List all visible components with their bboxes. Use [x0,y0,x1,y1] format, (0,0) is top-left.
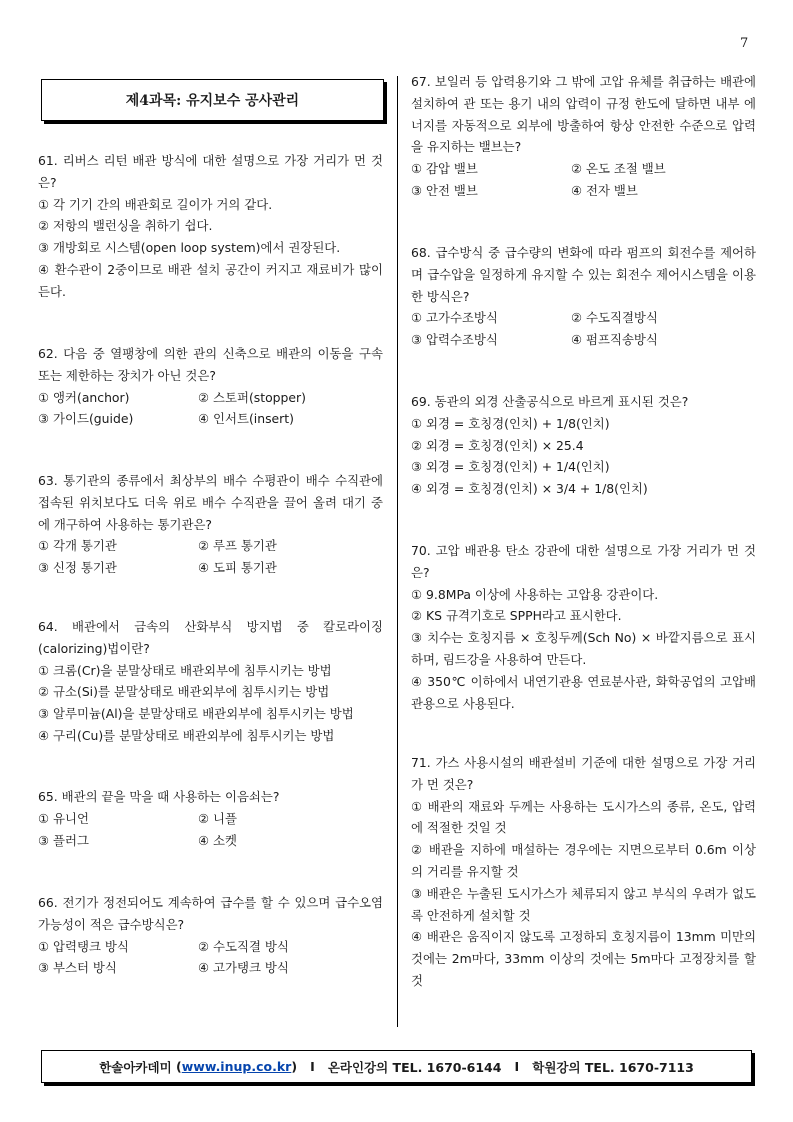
option-3: ③ 안전 밸브 [411,182,478,198]
question-stem: 63. 통기관의 종류에서 최상부의 배수 수평관이 배수 수직관에 접속된 위치보다도 더욱 위로 배수 수직관을 끌어 올려 대기 중에 개구하여 사용하는 통기관은? [38,473,383,532]
option-4: ④ 350℃ 이하에서 내연기관용 연료분사관, 화학공업의 고압배관용으로 사용된다. [411,673,756,711]
question-stem: 67. 보일러 등 압력용기와 그 밖에 고압 유체를 취급하는 배관에 설치하여 관 또는 용기 내의 압력이 규정 한도에 달하면 내부 에너지를 자동적으로 외부에 방출하여 항상 안전한 수준으로 압력을 유지하는 밸브는? [411,74,756,155]
option-3: ③ 압력수조방식 [411,332,498,348]
option-1: ① 유니언 [38,810,89,826]
option-2: ② 저항의 밸런싱을 취하기 쉽다. [38,218,213,234]
option-4: ④ 환수관이 2중이므로 배관 설치 공간이 커지고 재료비가 많이 든다. [38,261,383,299]
question-71 [411,752,756,992]
option-4: ④ 고가탱크 방식 [198,960,289,976]
option-1: ① 앵커(anchor) [38,389,130,405]
option-2: ② 수도직결 방식 [198,938,289,954]
option-1: ① 감압 밸브 [411,161,478,177]
option-4: ④ 펌프직송방식 [571,332,658,348]
question-stem: 71. 가스 사용시설의 배관설비 기준에 대한 설명으로 가장 거리가 먼 것은? [411,755,756,792]
option-1: ① 각 기기 간의 배관회로 길이가 거의 같다. [38,196,273,212]
question-64 [38,616,383,747]
option-1: ① 압력탱크 방식 [38,938,129,954]
option-2: ② KS 규격기호로 SPPH라고 표시한다. [411,608,622,624]
option-2: ② 온도 조절 밸브 [571,161,666,177]
question-66 [38,892,383,979]
footer-online-tel: 온라인강의 TEL. 1670-6144 [327,1059,502,1075]
footer-separator: I [514,1059,520,1074]
question-stem: 61. 리버스 리턴 배관 방식에 대한 설명으로 가장 거리가 먼 것은? [38,153,383,190]
question-stem: 69. 동관의 외경 산출공식으로 바르게 표시된 것은? [411,394,689,409]
option-1: ① 크롬(Cr)을 분말상태로 배관외부에 침투시키는 방법 [38,662,332,678]
option-3: ③ 신정 통기관 [38,560,117,576]
option-1: ① 9.8MPa 이상에 사용하는 고압용 강관이다. [411,586,659,602]
question-69 [411,391,756,500]
column-divider [397,76,398,1027]
option-3: ③ 배관은 누출된 도시가스가 체류되지 않고 부식의 우려가 없도록 안전하게 설치할 것 [411,885,756,923]
footer-separator: I [310,1059,315,1074]
option-1: ① 각개 통기관 [38,538,117,554]
section-header-box [41,79,384,121]
option-4: ④ 외경 = 호칭경(인치) × 3/4 + 1/8(인치) [411,481,648,497]
footer-paren-open: ( [176,1059,182,1074]
footer-website-link[interactable]: www.inup.co.kr [181,1059,292,1074]
question-67 [411,71,756,202]
question-62 [38,343,383,430]
question-70 [411,540,756,714]
option-3: ③ 플러그 [38,832,89,848]
footer-offline-tel: 학원강의 TEL. 1670-7113 [532,1059,694,1075]
option-3: ③ 치수는 호칭지름 × 호칭두께(Sch No) × 바깥지름으로 표시하며, 림드강을 사용하여 만든다. [411,630,756,667]
option-3: ③ 가이드(guide) [38,411,134,427]
question-stem: 65. 배관의 끝을 막을 때 사용하는 이음쇠는? [38,789,280,804]
option-3: ③ 외경 = 호칭경(인치) + 1/4(인치) [411,459,610,475]
question-68 [411,242,756,351]
option-2: ② 스토퍼(stopper) [198,389,306,405]
question-stem: 62. 다음 중 열팽창에 의한 관의 신축으로 배관의 이동을 구속 또는 제한하는 장치가 아닌 것은? [38,346,383,383]
option-2: ② 니플 [198,810,237,826]
option-4: ④ 배관은 움직이지 않도록 고정하되 호칭지름이 13mm 미만의 것에는 2m마다, 33mm 이상의 것에는 5m마다 고정장치를 할 것 [411,929,756,988]
footer-academy-name: 한솔아카데미 [99,1059,172,1075]
section-title: 제4과목: 유지보수 공사관리 [125,93,300,109]
option-1: ① 고가수조방식 [411,310,498,326]
question-stem: 66. 전기가 정전되어도 계속하여 급수를 할 수 있으며 급수오염 가능성이 적은 급수방식은? [38,895,383,932]
option-4: ④ 구리(Cu)를 분말상태로 배관외부에 침투시키는 방법 [38,727,335,743]
question-stem: 68. 급수방식 중 급수량의 변화에 따라 펌프의 회전수를 제어하며 급수압을 일정하게 유지할 수 있는 회전수 제어시스템을 이용한 방식은? [411,245,756,304]
question-65 [38,786,383,851]
option-3: ③ 알루미늄(Al)을 분말상태로 배관외부에 침투시키는 방법 [38,706,354,722]
option-4: ④ 인서트(insert) [198,411,294,427]
question-63 [38,470,383,579]
question-stem: 70. 고압 배관용 탄소 강관에 대한 설명으로 가장 거리가 먼 것은? [411,543,756,580]
option-2: ② 규소(Si)를 분말상태로 배관외부에 침투시키는 방법 [38,684,330,700]
option-4: ④ 소켓 [198,832,237,848]
option-2: ② 외경 = 호칭경(인치) × 25.4 [411,437,584,453]
option-2: ② 수도직결방식 [571,310,658,326]
option-3: ③ 부스터 방식 [38,960,117,976]
footer-paren-close: ) [291,1059,298,1074]
option-4: ④ 도피 통기관 [198,560,277,576]
question-61 [38,150,383,303]
option-3: ③ 개방회로 시스템(open loop system)에서 권장된다. [38,240,341,256]
footer-banner [41,1050,752,1083]
option-4: ④ 전자 밸브 [571,182,638,198]
option-1: ① 외경 = 호칭경(인치) + 1/8(인치) [411,415,610,431]
option-1: ① 배관의 재료와 두께는 사용하는 도시가스의 종류, 온도, 압력에 적절한 것일 것 [411,798,756,836]
option-2: ② 루프 통기관 [198,538,277,554]
page-number: 7 [740,36,749,51]
question-stem: 64. 배관에서 금속의 산화부식 방지법 중 칼로라이징(calorizing)법이란? [38,619,383,656]
option-2: ② 배관을 지하에 매설하는 경우에는 지면으로부터 0.6m 이상의 거리를 유지할 것 [411,842,756,879]
